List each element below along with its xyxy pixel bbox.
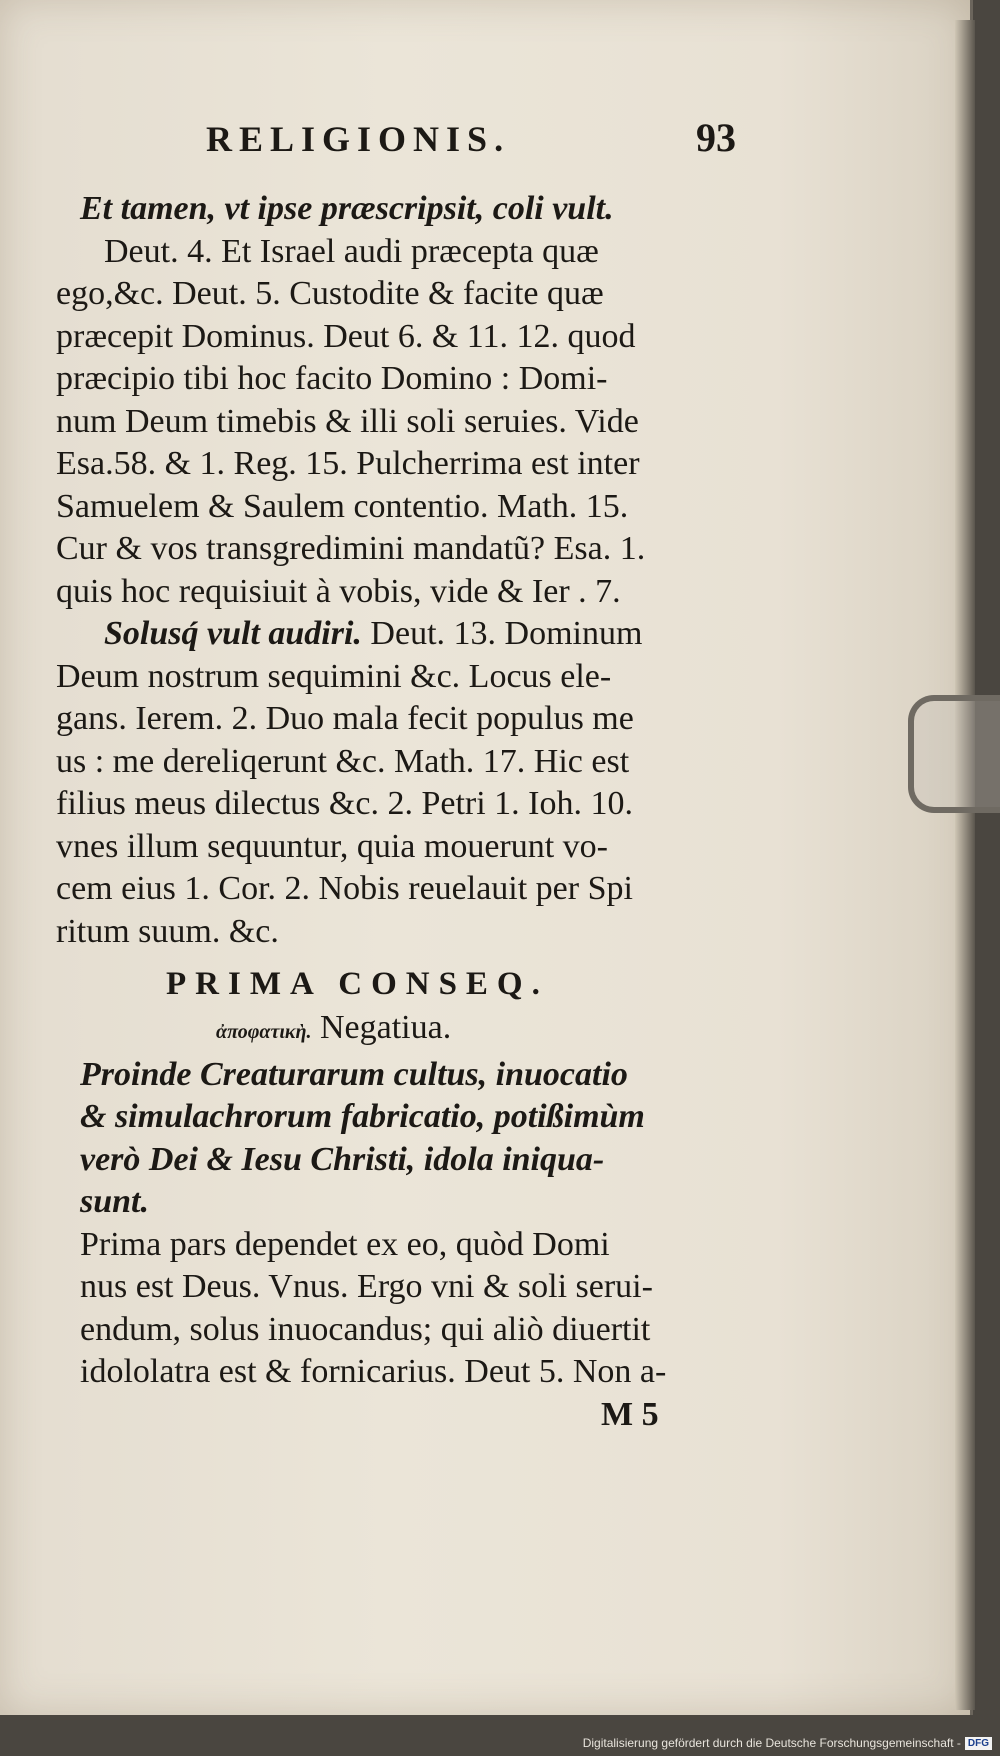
body-line: idololatra est & fornicarius. Deut 5. Non a-: [80, 1353, 667, 1390]
text-line: Deut. 4. Et Israel audi præcepta quæ: [104, 232, 599, 270]
greek-term: ἀποφατικὴ.: [216, 1021, 312, 1043]
body-line: Prima pars dependet ex eo, quòd Domi: [80, 1225, 610, 1263]
body-line: endum, solus inuocandus; qui aliò diuertit: [80, 1310, 651, 1348]
text-line: ritum suum. &c.: [56, 912, 279, 950]
page-header: [56, 115, 796, 188]
text-block: [56, 115, 796, 1436]
book-clasp: [908, 695, 1000, 813]
text-line: Et tamen, vt ipse præscripsit, coli vult.: [80, 190, 614, 227]
page-number: 93: [696, 115, 736, 160]
proposition-line: & simulachrorum fabricatio, potißimùm: [80, 1098, 645, 1135]
proposition-line: Proinde Creaturarum cultus, inuocatio: [80, 1055, 628, 1093]
digitization-credit: [583, 1736, 992, 1750]
text-line: quis hoc requisiuit à vobis, vide & Ier . 7.: [56, 572, 621, 610]
subheading-text: Negatiua.: [319, 1009, 452, 1046]
text-line: præcepit Dominus. Deut 6. & 11. 12. quod: [56, 317, 636, 355]
text-line: [56, 613, 796, 656]
text-line: ego,&c. Deut. 5. Custodite & facite quæ: [56, 275, 604, 312]
text-line: præcipio tibi hoc facito Domino : Domi-: [56, 360, 608, 397]
text-line: vnes illum sequuntur, quia mouerunt vo-: [56, 827, 609, 865]
proposition-line: verò Dei & Iesu Christi, idola iniqua-: [80, 1140, 605, 1178]
text-line: num Deum timebis & illi soli seruies. Vide: [56, 402, 639, 440]
text-line: Deum nostrum sequimini &c. Locus ele-: [56, 657, 612, 695]
text-line: Esa.58. & 1. Reg. 15. Pulcherrima est inter: [56, 445, 640, 482]
text-line: filius meus dilectus &c. 2. Petri 1. Ioh. 10.: [56, 785, 633, 822]
page-edge: [955, 20, 975, 1710]
section-subheading: [56, 1007, 796, 1054]
text-fragment: Deut. 13. Dominum: [370, 615, 643, 652]
signature-mark: M 5: [601, 1395, 659, 1433]
marginal-emphasis: Solusq́ vult audiri.: [104, 615, 362, 652]
text-line: gans. Ierem. 2. Duo mala fecit populus me: [56, 700, 634, 737]
credit-text: Digitalisierung gefördert durch die Deutsche Forschungsgemeinschaft -: [582, 1736, 961, 1750]
dfg-logo: DFG: [965, 1737, 992, 1750]
text-line: Samuelem & Saulem contentio. Math. 15.: [56, 487, 629, 525]
running-title: RELIGIONIS.: [206, 119, 511, 159]
body-line: nus est Deus. Vnus. Ergo vni & soli serui-: [80, 1268, 653, 1305]
section-heading: PRIMA CONSEQ.: [166, 966, 549, 1002]
text-line: us : me dereliqerunt &c. Math. 17. Hic est: [56, 742, 630, 780]
proposition-line: sunt.: [80, 1183, 149, 1220]
text-line: cem eius 1. Cor. 2. Nobis reuelauit per Spi: [56, 870, 633, 907]
text-line: Cur & vos transgredimini mandatũ? Esa. 1.: [56, 530, 646, 567]
